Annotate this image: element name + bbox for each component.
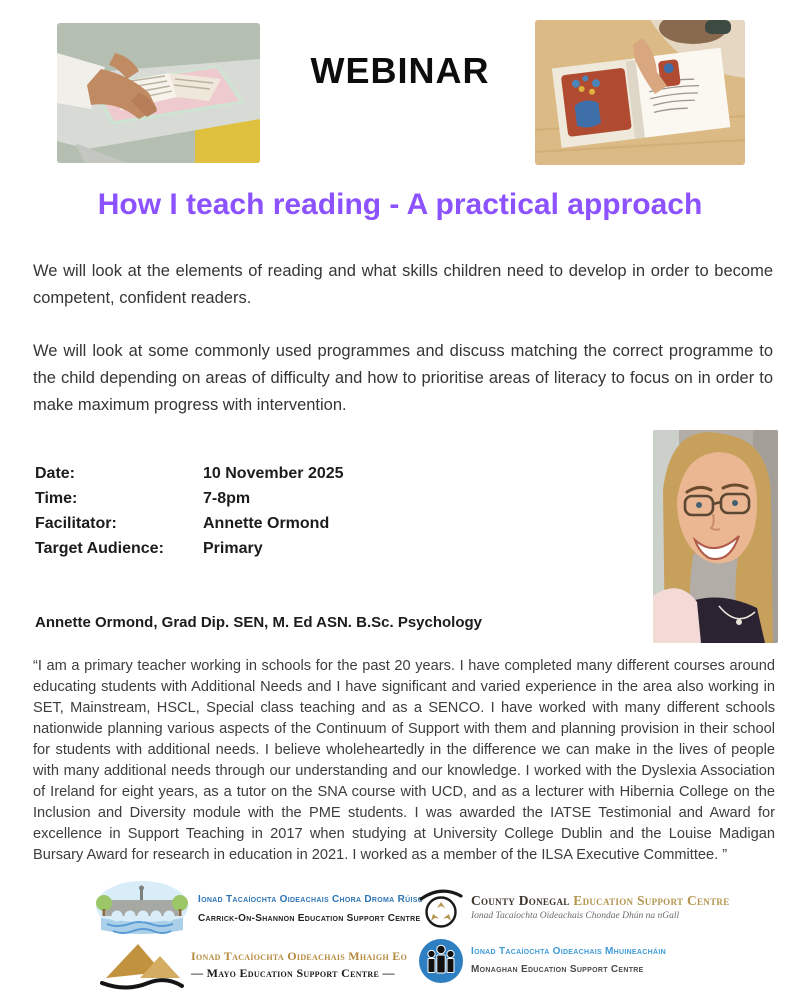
- carrick-logo-text: [198, 890, 423, 928]
- carrick-irish-name: Ionad Tacaíochta Oideachais Chora Droma Rúisc: [198, 894, 424, 905]
- time-value: 7-8pm: [203, 490, 251, 507]
- donegal-irish-name: Ionad Tacaíochta Oideachais Chondae Dhún na nGall: [471, 910, 680, 921]
- mayo-irish-name: Ionad Tacaíochta Oideachais Mhaigh Eo: [191, 949, 408, 963]
- target-audience-value: Primary: [203, 540, 263, 557]
- header-photo-right: [535, 20, 745, 165]
- webinar-heading: WEBINAR: [310, 50, 490, 91]
- monaghan-english-name: Monaghan Education Support Centre: [471, 964, 644, 975]
- facilitator-value: Annette Ormond: [203, 515, 330, 532]
- page-title: How I teach reading - A practical approach: [97, 188, 703, 221]
- donegal-logo-text: [471, 892, 730, 923]
- mayo-english-name: — Mayo Education Support Centre —: [191, 966, 395, 980]
- detail-row-facilitator: [35, 511, 344, 536]
- child-hand-book-illustration: [57, 23, 260, 163]
- date-value: 10 November 2025: [203, 465, 344, 482]
- target-audience-label: Target Audience:: [35, 540, 164, 557]
- intro-paragraph-2: We will look at some commonly used programmes and discuss matching the correct programme to the child depending on areas of difficulty and how to prioritise areas of literacy to focus on in order to make maximum progress with intervention.: [33, 342, 773, 414]
- bridge-logo-icon: [93, 878, 191, 940]
- event-details: [35, 461, 344, 561]
- facilitator-photo: [653, 430, 778, 643]
- facilitator-label: Facilitator:: [35, 515, 117, 532]
- child-reading-illustration: [535, 20, 745, 165]
- detail-row-date: [35, 461, 344, 486]
- intro-paragraph-1: We will look at the elements of reading and what skills children need to develop in order to become competent, confident readers.: [33, 262, 773, 307]
- intro-paragraphs: [33, 258, 773, 419]
- arc-birds-circle-logo-icon: [418, 884, 464, 930]
- detail-row-time: [35, 486, 344, 511]
- carrick-english-name: Carrick-On-Shannon Education Support Centre: [198, 913, 421, 924]
- mayo-logo-text: [191, 948, 407, 982]
- facilitator-bio-quote: “I am a primary teacher working in schools for the past 20 years. I have completed many different courses around educating students with Additional Needs and I have significant and varied experience in the area also working in SET, Mainstream, HSCL, Special class teaching and as a SENCO. I have worked with many different schools nationwide planning various aspects of the Continuum of Support with them and planning provision in their school for students with additional needs. I believe wholeheartedly in the difference we can make in the lives of people with many additional needs through our understanding and our knowledge. I worked with the Dyslexia Association of Ireland for eight years, as a tutor on the SNA course with UCD, and as a lecturer with Hibernia College on the Inclusion and Diversity module with the PME students. I was awarded the IATSE Testimonial and Award for excellence in Support Teaching in 2017 when studying at University College Dublin and the Louise Madigan Bursary Award for research in education in 2021. I worked as a member of the ILSA Executive Committee. ”: [33, 658, 775, 863]
- logo-monaghan: [418, 938, 666, 984]
- gold-mountains-logo-icon: [100, 936, 184, 994]
- logo-mayo: [100, 936, 407, 994]
- donegal-centre-suffix: Education Support Centre: [573, 892, 730, 908]
- facilitator-credentials: Annette Ormond, Grad Dip. SEN, M. Ed ASN. B.Sc. Psychology: [35, 614, 483, 631]
- three-figures-circle-logo-icon: [418, 938, 464, 984]
- time-label: Time:: [35, 490, 78, 507]
- logo-carrick-on-shannon: [93, 878, 423, 940]
- annette-ormond-portrait-illustration: [653, 430, 778, 643]
- detail-row-target-audience: [35, 536, 344, 561]
- header-photo-left: [57, 23, 260, 163]
- logo-county-donegal: [418, 884, 730, 930]
- donegal-name-line: [471, 892, 730, 910]
- donegal-county-name: County Donegal: [471, 892, 574, 908]
- monaghan-logo-text: [471, 943, 666, 979]
- monaghan-irish-name: Ionad Tacaíochta Oideachais Mhuineacháin: [471, 946, 666, 957]
- date-label: Date:: [35, 465, 76, 482]
